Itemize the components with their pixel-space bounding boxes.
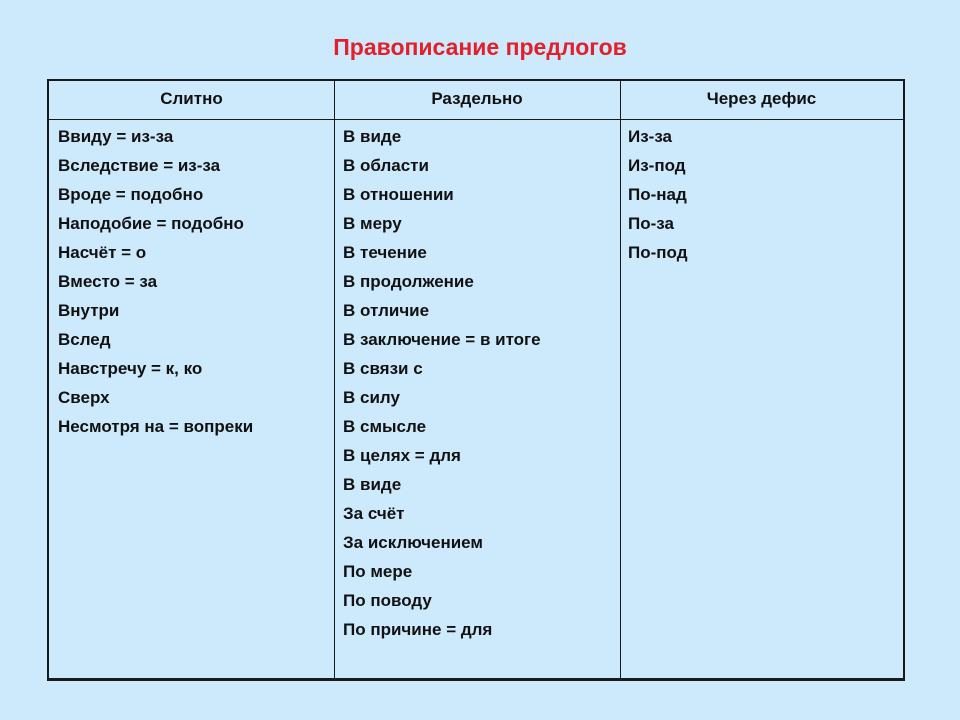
list-item: Из-под: [628, 156, 686, 175]
column-divider: [334, 81, 335, 678]
list-item: В отличие: [343, 301, 430, 320]
list-item: В продолжение: [343, 272, 474, 291]
list-item: По-над: [628, 185, 687, 204]
list-item: Вроде = подобно: [58, 185, 204, 204]
list-item: По причине = для: [343, 620, 493, 639]
list-item: Сверх: [58, 388, 110, 407]
list-item: В силу: [343, 388, 400, 407]
list-item: В целях = для: [343, 446, 461, 465]
list-item: Вслед: [58, 330, 111, 349]
list-item: За исключением: [343, 533, 483, 552]
list-item: Навстречу = к, ко: [58, 359, 203, 378]
list-item: В отношении: [343, 185, 454, 204]
list-item: Наподобие = подобно: [58, 214, 244, 233]
list-item: В виде: [343, 127, 402, 146]
list-item: Внутри: [58, 301, 120, 320]
list-item: По-под: [628, 243, 688, 262]
header-cell-joined: Слитно: [160, 89, 223, 108]
list-item: По мере: [343, 562, 413, 581]
list-item: За счёт: [343, 504, 405, 523]
list-item: По-за: [628, 214, 674, 233]
table-header-row: [49, 81, 903, 120]
header-cell-separate: Раздельно: [431, 89, 523, 108]
list-item: Из-за: [628, 127, 673, 146]
column-hyphen-list: [628, 126, 687, 271]
column-separate-list: [343, 126, 541, 648]
list-item: Ввиду = из-за: [58, 127, 174, 146]
list-item: В области: [343, 156, 429, 175]
list-item: В заключение = в итоге: [343, 330, 541, 349]
list-item: По поводу: [343, 591, 432, 610]
list-item: В течение: [343, 243, 427, 262]
page-title: Правописание предлогов: [333, 34, 627, 60]
column-joined-list: [58, 126, 253, 445]
list-item: В смысле: [343, 417, 427, 436]
list-item: Вместо = за: [58, 272, 158, 291]
list-item: В связи с: [343, 359, 423, 378]
header-cell-hyphen: Через дефис: [706, 89, 817, 108]
list-item: В виде: [343, 475, 402, 494]
list-item: Несмотря на = вопреки: [58, 417, 254, 436]
prepositions-table: [47, 79, 905, 681]
list-item: Вследствие = из-за: [58, 156, 221, 175]
column-divider: [620, 81, 621, 678]
list-item: В меру: [343, 214, 402, 233]
list-item: Насчёт = о: [58, 243, 147, 262]
